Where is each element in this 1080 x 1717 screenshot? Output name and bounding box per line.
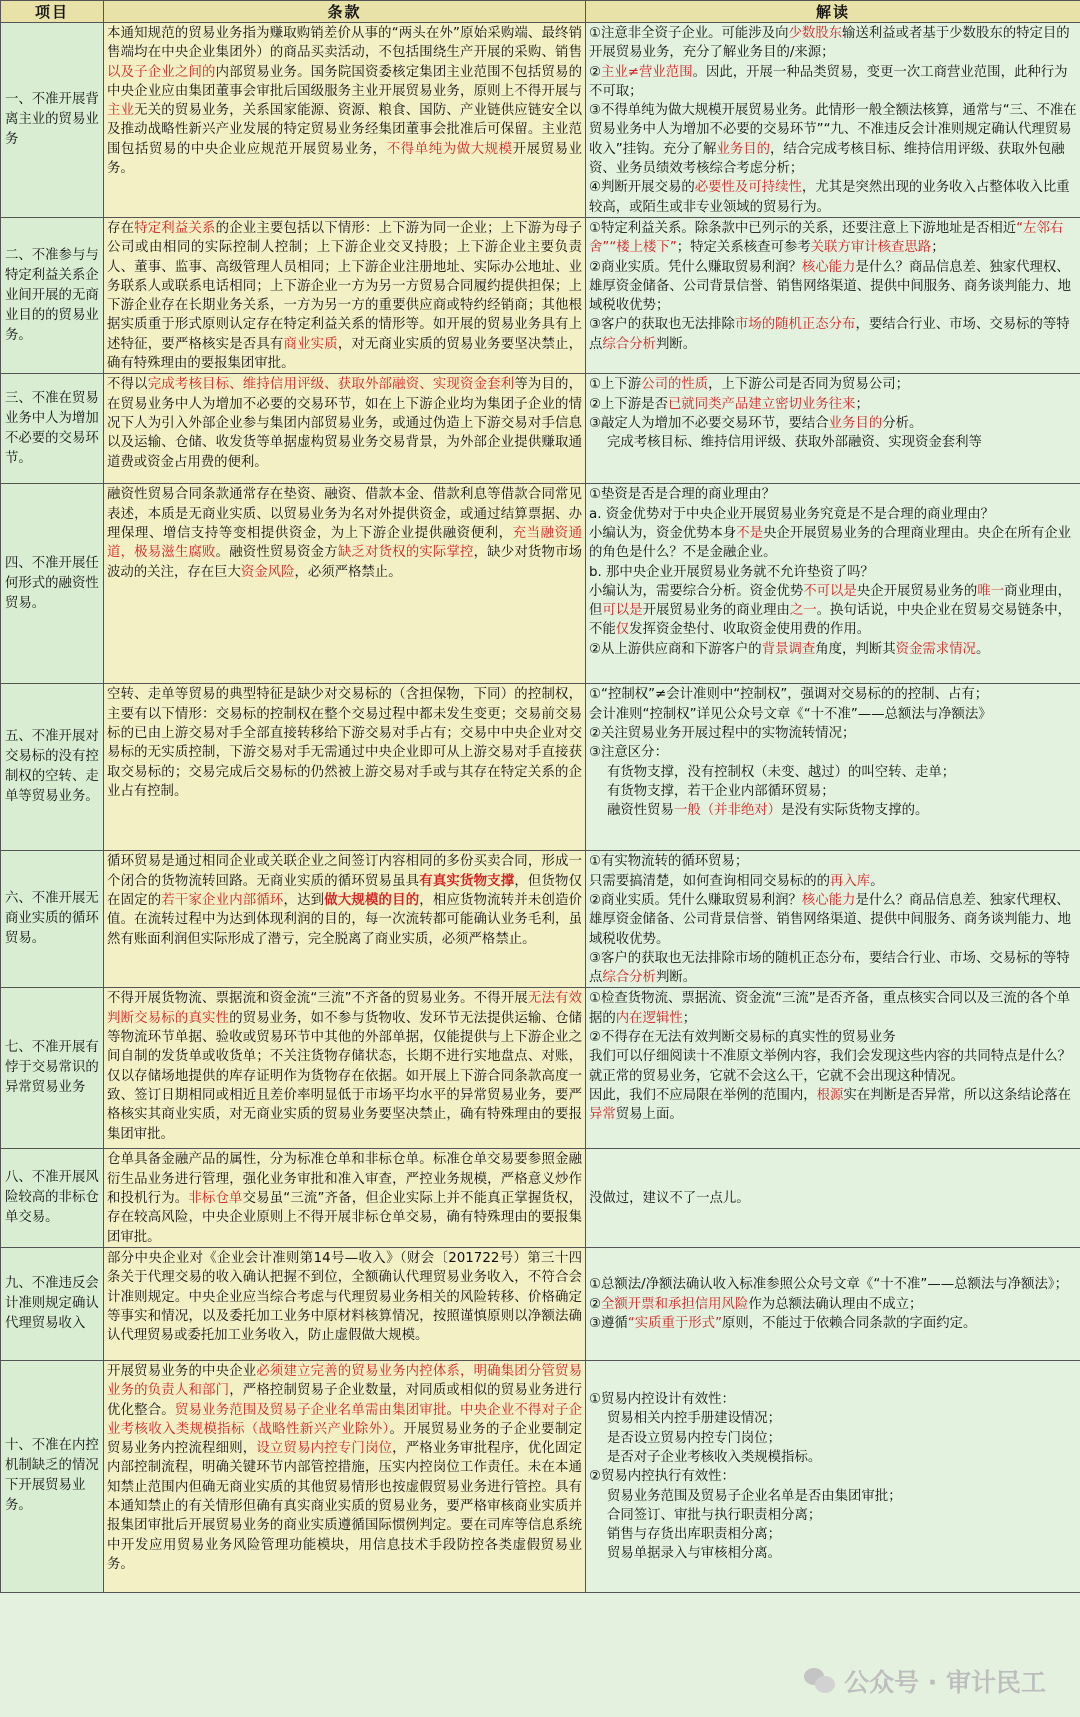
text-segment: 异常 (589, 1107, 616, 1123)
interpretation-line (589, 872, 1077, 891)
row-item: 一、不准开展背离主业的贸易业务 (1, 23, 104, 218)
row-item: 四、不准开展任何形式的融资性贸易。 (1, 484, 104, 684)
text-segment: 再入库 (830, 873, 871, 889)
row-clause (104, 217, 586, 373)
text-segment: ①“控制权”≠会计准则中“控制权”，强调对交易标的的控制、占有； (589, 687, 989, 703)
text-segment: 判断。 (655, 970, 697, 986)
text-segment: ③客户的获取也无法排除市场的随机正态分布，要结合行业、市场、交易标的等特点 (589, 950, 1070, 986)
text-segment: ，对无商业实质的贸易业务要坚决禁止，确有特殊理由的要报集团审批。 (107, 336, 583, 372)
text-segment: 完成考核目标、维持信用评级、获取外部融资、实现资金套利等 (607, 435, 982, 451)
text-segment: ②从上游供应商和下游客户的 (589, 641, 762, 657)
text-segment: 不得单纯为做大规模 (386, 141, 513, 157)
text-segment: 根源 (816, 1087, 844, 1103)
interpretation-line (589, 1506, 1077, 1525)
text-segment: 是没有实际货物支撑的。 (781, 803, 929, 819)
text-segment: 设立贸易内控专门岗位 (256, 1441, 393, 1457)
table-row (1, 988, 1080, 1149)
interpretation-line (589, 258, 1077, 316)
table-row (1, 217, 1080, 373)
text-segment: 作为总额法确认理由不成立； (748, 1296, 923, 1312)
interpretation-line (589, 315, 1077, 354)
text-segment: ，相应货物流转并未创造价值。在流转过程中为达到体现利润的目的，每一次流转都可能确认业务毛利，虽然有账面利润但实际形成了潜亏，完全脱离了商业实质，必须严格禁止。 (107, 892, 583, 947)
text-segment: 输送利益或者基于少数股东的特定目的开展贸易业务，充分了解业务目的/来源； (589, 26, 1070, 61)
text-segment: 央企开展贸易业务的 (856, 583, 978, 599)
text-segment: 央企开展贸易业务的合理商业理由。央企在所有企业的角色是什么？不是金融企业。 (589, 525, 1072, 561)
text-segment: a. 资金优势对于中央企业开展贸易业务究竟是不是合理的商业理由？ (589, 506, 995, 522)
interpretation-line (589, 1275, 1077, 1294)
row-clause (104, 684, 586, 851)
text-segment: ①有实物流转的循环贸易； (589, 854, 749, 870)
interpretation-line (589, 763, 1077, 782)
text-segment: b. 那中央企业开展贸易业务就不允许垫资了吗？ (589, 564, 874, 580)
text-segment: ①特定利益关系。除条款中已列示的关系，还要注意上下游地址是否相近 (589, 220, 1017, 236)
row-clause (104, 484, 586, 684)
text-segment: 。 (870, 873, 884, 889)
text-segment: 非标仓单 (188, 1191, 243, 1207)
text-segment: 。 (975, 641, 990, 657)
row-clause (104, 23, 586, 218)
text-segment: ①垫资是否是合理的商业理由？ (589, 487, 776, 503)
text-segment: ，严格控制贸易子企业数量，对同质或相似的贸易业务进行优化整合。 (107, 1383, 583, 1418)
interpretation-line (589, 724, 1077, 743)
text-segment: 不得开展货物流、票据流和资金流“三流”不齐备的贸易业务。不得开展 (107, 991, 528, 1007)
text-segment: 贸易业务范围及贸易子企业名单需由集团审批 (174, 1402, 447, 1418)
row-item: 十、不准在内控机制缺乏的情况下开展贸易业务。 (1, 1360, 104, 1592)
text-segment: 仓单具备金融产品的属性，分为标准仓单和非标仓单。标准仓单交易要参照金融衍生品业务进行管理，强化业务审批和准入审查，严控业务规模，严格意义炒作和投机行为。 (107, 1152, 582, 1207)
watermark (804, 1663, 1046, 1699)
text-segment: ①注意非全资子企业。可能涉及向 (589, 26, 789, 41)
text-segment: 有货物支撑，没有控制权（未变、越过）的叫空转、走单； (607, 764, 956, 780)
text-segment: ，必须严格禁止。 (294, 564, 402, 580)
text-segment: ②不得存在无法有效判断交易标的真实性的贸易业务 (589, 1030, 896, 1046)
text-segment: ； (682, 1010, 697, 1026)
header-interpretation: 解读 (586, 1, 1080, 23)
text-segment: ；特定关系核查可参考 (676, 240, 811, 256)
text-segment: 综合分析 (602, 336, 656, 352)
text-segment: 综合分析 (602, 970, 656, 986)
text-segment: 无关的贸易业务，关系国家能源、资源、粮食、国防、产业链供应链安全以及推动战略性新兴产业发展的特定贸易业务经集团董事会批准后可保留。主业范围包括贸易的中央企业应规范开展贸易业务， (107, 103, 583, 157)
row-clause (104, 851, 586, 988)
interpretation-line (589, 1525, 1077, 1544)
text-segment: 商业实质 (283, 336, 338, 352)
text-segment: 是否设立贸易内控专门岗位； (607, 1430, 782, 1446)
text-segment: 主业 (107, 103, 135, 119)
text-segment: 可以是 (602, 603, 643, 619)
text-segment: 贸易单据录入与审核相分离。 (607, 1546, 782, 1562)
text-segment: 的企业主要包括以下情形：上下游为同一企业；上下游为母子公司或由相同的实际控制人控制；上下游企业交叉持股；上下游企业主要负责人、董事、监事、高级管理人员相同；上下游企业注册地址、实际办公地址、业务联系人或联系电话相同；上下游企业一方为另一方贸易合同履约提供担保；上下游企业存在长期业务关系，一方为另一方的重要供应商或特约经销商；其他根据实质重于形式原则认定存在特定利益关系的情形等。如开展的贸易业务具有上述特征，要严格核实是否具有 (107, 220, 583, 352)
text-segment: ，尤其是突然出现的业务收入占整体收入比重较高，或陌生或非专业领域的贸易行为。 (589, 180, 1070, 215)
text-segment: 全额开票和承担信用风险 (601, 1296, 749, 1312)
interpretation-line (589, 1409, 1077, 1428)
text-segment: 存在 (107, 220, 135, 236)
text-segment: “左邻右舍”“楼上楼下” (589, 220, 1064, 256)
interpretation-line (589, 1390, 1077, 1409)
text-segment: 没做过，建议不了一点儿。 (589, 1191, 750, 1207)
text-segment: 资金需求情况 (895, 641, 976, 657)
row-interpretation (586, 1149, 1080, 1247)
text-segment: 以及子企业之间的 (107, 64, 216, 80)
text-segment: ，上下游公司是否同为贸易公司； (708, 377, 909, 393)
interpretation-line (589, 705, 1077, 724)
text-segment: 不可以是 (803, 583, 857, 599)
text-segment: 是否对子企业考核收入类规模指标。 (607, 1449, 822, 1465)
text-segment: 角度，判断其 (815, 641, 896, 657)
text-segment: 开展贸易业务。 (107, 141, 583, 177)
table-row (1, 484, 1080, 684)
text-segment: 是什么？商品信息差、独家代理权、雄厚资金储备、公司背景信誉、销售网络渠道、提供中间服务、商务谈判能力、地域税收优势； (589, 259, 1072, 314)
text-segment: 合同签订、审批与执行职责相分离； (607, 1507, 822, 1523)
row-clause (104, 1247, 586, 1360)
text-segment: ③遵循 (589, 1316, 628, 1332)
interpretation-line (589, 414, 1077, 433)
interpretation-line (589, 640, 1077, 659)
text-segment: 仅 (615, 622, 630, 638)
interpretation-line (589, 375, 1077, 394)
text-segment: 部分中央企业对《企业会计准则第14号—收入》（财会〔201722号）第三十四条关于代理交易的收入确认把握不到位，全额确认代理贸易业务收入，不符合会计准则规定。中央企业应当综合考虑与代理贸易业务相关的风险转移、价格确定等事实和情况，以及委托加工业务中原材料核算情况，按照谨慎原则以净额法确认代理贸易或委托加工业务收入，防止虚假做大规模。 (107, 1250, 582, 1344)
text-segment: 无法有效判断交易标的真实性 (107, 991, 583, 1026)
text-segment: 是什么？商品信息差、独家代理权、雄厚资金储备、公司背景信誉、销售网络渠道、提供中间服务、商务谈判能力、地域税收优势。 (589, 892, 1072, 947)
interpretation-line (589, 1429, 1077, 1448)
text-segment: ②上下游是否 (589, 396, 668, 412)
text-segment: ②商业实质。凭什么赚取贸易利润？ (589, 892, 802, 908)
text-segment: ①总额法/净额法确认收入标准参照公众号文章《“十不准”——总额法与净额法》； (589, 1277, 1068, 1293)
text-segment: 内部贸易业务。国务院国资委核定集团主业范围不包括贸易的中央企业应由集团董事会审批后国级服务主业开展贸易业务，原则上不得开展与 (107, 64, 583, 99)
interpretation-line (589, 395, 1077, 414)
row-item: 三、不准在贸易业务中人为增加不必要的交易环节。 (1, 374, 104, 484)
interpretation-line (589, 1448, 1077, 1467)
interpretation-line (589, 1467, 1077, 1486)
text-segment: ，结合完成考核目标、维持信用评级、获取外包融资、业务员绩效考核综合考虑分析； (589, 141, 1065, 177)
text-segment: 因此，我们不应局限在举例的范围内， (589, 1087, 817, 1103)
text-segment: 之一 (789, 603, 817, 619)
header-clause: 条款 (104, 1, 586, 23)
text-segment: 已就同类产品建立密切业务往来 (667, 396, 856, 412)
row-interpretation (586, 1247, 1080, 1360)
row-clause (104, 988, 586, 1149)
row-interpretation (586, 1360, 1080, 1592)
table-row (1, 1247, 1080, 1360)
row-clause (104, 1360, 586, 1592)
text-segment: 充当融资通道，极易滋生腐败 (107, 525, 582, 561)
text-segment: 发挥资金垫付、收取资金使用费的作用。 (629, 622, 871, 638)
interpretation-line (589, 219, 1077, 258)
text-segment: 空转、走单等贸易的典型特征是缺少对交易标的（含担保物，下同）的控制权，主要有以下情形：交易标的控制权在整个交易过程中都未发生变更；交易前交易标的已由上游交易对手全部直接转移给下游交易对手占有；交易中中央企业对交易标的无实质控制，下游交易对手无需通过中央企业即可从上游交易对手直接获取交易标的；交易完成后交易标的仍然被上游交易对手或与其存在特定关系的企业占有控制。 (107, 687, 582, 799)
table-row (1, 1149, 1080, 1247)
text-segment: 的贸易业务，如不参与货物收、发环节无法提供运输、仓储等物流环节单据、验收或贸易环节中其他的外部单据，仅能提供与上下游企业之间自制的发货单或收货单；不关注货物存储状态，长期不进行实地盘点、对账，仅以存储场地提供的库存证明作为货物存在依据。如开展上下游合同条款高度一致、签订日期相同或相近且差价率明显低于市场平均水平的异常贸易业务，要严格核实其商业实质，对无商业实质的贸易业务要坚决禁止，确有特殊理由的要报集团审批。 (107, 1010, 583, 1142)
text-segment: 完成考核目标、维持信用评级、获取外部融资、实现资金套利 (147, 377, 515, 393)
text-segment: 有货物支撑，若干企业内部循环贸易； (607, 783, 835, 799)
interpretation-line (589, 949, 1077, 988)
text-segment: ③注意区分： (589, 745, 668, 761)
table-row (1, 684, 1080, 851)
text-segment: ，严格业务审批程序，优化固定内部控制流程，明确关键环节内部管控措施，压实内控岗位工作责任。未在本通知禁止范围内但确无商业实质的其他贸易情形也按虚假贸易业务进行管控。具有本通知禁止的有关情形但确有真实商业实质的贸易业务，要严格审核商业实质并报集团审批后开展贸易业务的商业实质遵循国际惯例判定。要在司库等信息系统中开发应用贸易业务风险管理功能模块，用信息技术手段防控各类虚假贸易业务。 (107, 1441, 583, 1572)
text-segment: 会计准则“控制权”详见公众号文章《“十不准”——总额法与净额法》 (589, 706, 992, 722)
text-segment: 实在判断是否异常，所以这条结论落在 (843, 1087, 1072, 1103)
text-segment: 若干家企业内部循环 (161, 892, 284, 908)
text-segment: 原则，不能过于依赖合同条款的字面约定。 (722, 1316, 977, 1332)
row-item: 七、不准开展有悖于交易常识的异常贸易业务 (1, 988, 104, 1149)
interpretation-line (589, 743, 1077, 762)
text-segment: 只需要搞清楚，如何查询相同交易标的的 (589, 873, 831, 889)
interpretation-line (589, 1314, 1077, 1333)
text-segment: 业务目的 (716, 141, 771, 157)
text-segment: 等为目的，在贸易业务中人为增加不必要的交易环节，如在上下游企业均为集团子企业的情况下人为引入外部企业参与集团内部贸易业务，或通过伪造上下游交易对手信息以及运输、仓储、收发货等单据虚构贸易业务交易背景，为外部企业提供赚取通道费或资金占用费的便利。 (107, 377, 583, 470)
interpretation-line (589, 524, 1077, 563)
interpretation-line (589, 24, 1077, 63)
table-row (1, 23, 1080, 218)
text-segment: 。开展贸易业务的子企业要制定贸易业务内控流程细则， (107, 1421, 582, 1457)
text-segment: 特定利益关系 (134, 220, 216, 236)
interpretation-line (589, 1487, 1077, 1506)
row-item: 八、不准开展风险较高的非标仓单交易。 (1, 1149, 104, 1247)
text-segment: 贸易相关内控手册建设情况； (607, 1411, 782, 1427)
text-segment: 。因此，开展一种品类贸易，变更一次工商营业范围，此种行为不可取； (589, 64, 1068, 99)
text-segment: 主业≠营业范围 (601, 64, 693, 80)
table-row (1, 851, 1080, 988)
interpretation-line (589, 1544, 1077, 1563)
text-segment: ② (589, 64, 602, 80)
interpretation-line (589, 485, 1077, 504)
text-segment: 分析。 (882, 415, 923, 431)
text-segment: 交易虽“三流”齐备，但企业实际上并不能真正掌握货权，存在较高风险，中央企业原则上不得开展非标仓单交易，确有特殊理由的要报集团审批。 (107, 1191, 583, 1245)
text-segment: 不是 (736, 525, 764, 541)
text-segment: ，要结合行业、市场、交易标的等特点 (589, 317, 1070, 352)
row-interpretation (586, 23, 1080, 218)
text-segment: “实质重于形式” (627, 1316, 723, 1332)
text-segment: ； (931, 240, 945, 256)
text-segment: 融资性贸易合同条款通常存在垫资、融资、借款本金、借款利息等借款合同常见表述，本质是无商业实质、以贸易业务为名对外提供资金，或通过结算票据、办理保理、增信支持等变相提供资金，为上下游企业提供融资便利， (107, 487, 582, 541)
interpretation-line (589, 989, 1077, 1028)
interpretation-line (589, 178, 1077, 217)
row-clause (104, 1149, 586, 1247)
text-segment: 。融资性贸易资金方 (215, 545, 338, 561)
text-segment: 。 (446, 1402, 461, 1418)
text-segment: ③敲定人为增加不必要交易环节，要结合 (589, 415, 829, 431)
interpretation-line (589, 563, 1077, 582)
row-item: 六、不准开展无商业实质的循环贸易。 (1, 851, 104, 988)
text-segment: ②关注贸易业务开展过程中的实物流转情况； (589, 725, 856, 741)
row-interpretation (586, 684, 1080, 851)
text-segment: 判断。 (655, 336, 697, 352)
row-item: 九、不准违反会计准则规定确认代理贸易收入 (1, 1247, 104, 1360)
text-segment: ④判断开展交易的 (589, 180, 695, 196)
header-item: 项目 (1, 1, 104, 23)
interpretation-line (589, 1295, 1077, 1314)
text-segment: 缺乏对货权的实际掌控 (337, 545, 474, 561)
text-segment: 贸易业务范围及贸易子企业名单是否由集团审批； (607, 1488, 902, 1504)
row-item: 五、不准开展对交易标的没有控制权的空转、走单等贸易业务。 (1, 684, 104, 851)
row-item: 二、不准参与与特定利益关系企业间开展的无商业目的的贸易业务。 (1, 217, 104, 373)
table-row (1, 374, 1080, 484)
text-segment: 融资性贸易 (607, 803, 674, 819)
text-segment: 本通知规范的贸易业务指为赚取购销差价从事的“两头在外”原始采购端、最终销售端均在中央企业集团外）的商品买卖活动，不包括围绕生产开展的采购、销售 (107, 26, 582, 61)
text-segment: 核心能力 (801, 892, 856, 908)
interpretation-line (589, 63, 1077, 102)
text-segment: ② (589, 1296, 602, 1312)
text-segment: ①上下游 (589, 377, 642, 393)
text-segment: ②贸易内控执行有效性： (589, 1469, 735, 1485)
interpretation-line (589, 1086, 1077, 1125)
interpretation-line (589, 1028, 1077, 1047)
text-segment: ①贸易内控设计有效性： (589, 1392, 735, 1408)
interpretation-line (589, 891, 1077, 949)
text-segment: ②商业实质。凭什么赚取贸易利润？ (589, 259, 802, 275)
text-segment: ，缺少对货物市场波动的关注，存在巨大 (107, 545, 583, 580)
text-segment: 小编认为，需要综合分析。资金优势 (589, 583, 804, 599)
interpretation-line (589, 1047, 1077, 1086)
text-segment: 有真实货物支撑 (419, 873, 515, 889)
text-segment: 小编认为，资金优势本身 (589, 525, 737, 541)
text-segment: 开展贸易业务的商业理由 (642, 603, 790, 619)
text-segment: 贸易上面。 (615, 1107, 683, 1123)
text-segment: ，但货物仅在固定的 (107, 873, 583, 908)
text-segment: 少数股东 (788, 26, 843, 41)
text-segment: 不得以 (107, 377, 148, 393)
text-segment: 开展贸易业务的中央企业 (107, 1363, 257, 1379)
interpretation-line (589, 582, 1077, 640)
text-segment: 。换句话说，中央企业在贸易交易链条中，不能 (589, 603, 1072, 638)
row-interpretation (586, 374, 1080, 484)
text-segment: 核心能力 (801, 259, 856, 275)
interpretation-line (589, 101, 1077, 178)
text-segment: 市场的随机正态分布 (734, 317, 856, 333)
text-segment: ①检查货物流、票据流、资金流“三流”是否齐备，重点核实合同以及三流的各个单据的 (589, 991, 1071, 1026)
interpretation-line (589, 433, 1077, 452)
header-row (1, 1, 1080, 23)
row-interpretation (586, 851, 1080, 988)
text-segment: ③不得单纯为做大规模开展贸易业务。此情形一般全额法核算，通常与“三、不准在贸易业务中人为增加不必要的交易环节”“九、不准违反会计准则规定确认代理贸易收入”挂钩。充分了解 (589, 103, 1077, 157)
text-segment: 必要性及可持续性 (694, 180, 802, 196)
interpretation-line (589, 801, 1077, 820)
watermark-text: 公众号 · 审计民工 (844, 1668, 1046, 1697)
row-interpretation (586, 217, 1080, 373)
text-segment: 循环贸易是通过相同企业或关联企业之间签订内容相同的多份买卖合同，形成一个闭合的货物流转回路。无商业实质的循环贸易虽具 (107, 854, 582, 889)
text-segment: 我们可以仔细阅读十不准原文举例内容，我们会发现这些内容的共同特点是什么？就正常的贸易业务，它就不会这么干，它就不会出现这种情况。 (589, 1049, 1072, 1084)
row-interpretation (586, 484, 1080, 684)
text-segment: 必须建立完善的贸易业务内控体系，明确集团分管贸易业务的负责人和部门 (107, 1363, 582, 1399)
interpretation-line (589, 1189, 1077, 1208)
text-segment: 背景调查 (761, 641, 816, 657)
interpretation-line (589, 505, 1077, 524)
interpretation-line (589, 852, 1077, 871)
text-segment: 资金风险 (240, 564, 295, 580)
text-segment: 唯一 (977, 583, 1005, 599)
interpretation-line (589, 782, 1077, 801)
text-segment: 内在逻辑性 (615, 1010, 683, 1026)
text-segment: 商业理由，但 (589, 583, 1072, 619)
text-segment: ； (855, 396, 869, 412)
table-row (1, 1360, 1080, 1592)
text-segment: 关联方审计核查思路 (810, 240, 932, 256)
text-segment: 销售与存货出库职责相分离； (607, 1527, 782, 1543)
interpretation-line (589, 685, 1077, 704)
text-segment: ，达到 (283, 892, 325, 908)
text-segment: 做大规模的目的 (324, 892, 420, 908)
text-segment: 一般（并非绝对） (673, 803, 782, 819)
row-interpretation (586, 988, 1080, 1149)
row-clause (104, 374, 586, 484)
wechat-icon (804, 1668, 836, 1694)
text-segment: 公司的性质 (641, 377, 709, 393)
text-segment: ③客户的获取也无法排除 (589, 317, 735, 333)
text-segment: 中央企业不得对子企业考核收入类规模指标（战略性新兴产业除外） (107, 1402, 583, 1437)
text-segment: 业务目的 (828, 415, 883, 431)
